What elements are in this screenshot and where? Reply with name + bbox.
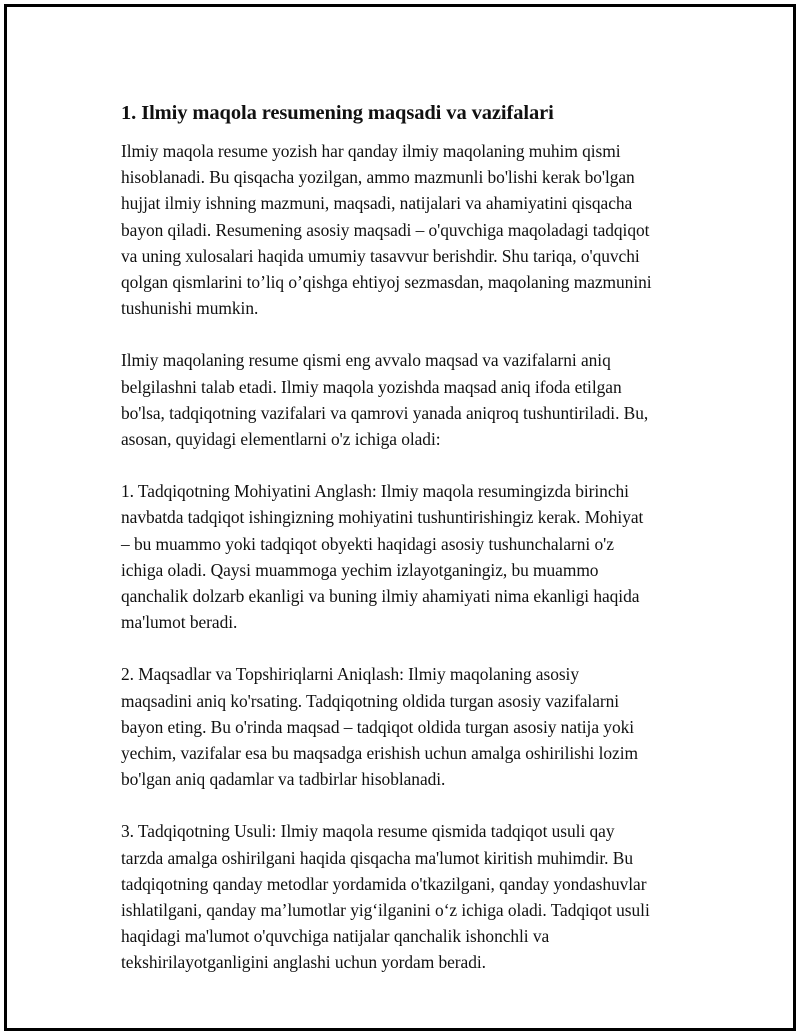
paragraph-item-3	[121, 818, 711, 975]
text-line: yechim, vazifalar esa bu maqsadga erishish uchun amalga oshirilishi lozim	[121, 743, 638, 764]
text-line: ishlatilgani, qanday ma’lumotlar yig‘ilganini o‘z ichiga oladi. Tadqiqot usuli	[121, 900, 650, 921]
text-line: bo'lgan aniq qadamlar va tadbirlar hisoblanadi.	[121, 769, 446, 790]
document-content	[121, 99, 711, 1002]
text-line: 3. Tadqiqotning Usuli: Ilmiy maqola resume qismida tadqiqot usuli qay	[121, 821, 615, 842]
text-line: hujjat ilmiy ishning mazmuni, maqsadi, natijalari va ahamiyatini qisqacha	[121, 193, 633, 214]
paragraph-item-2	[121, 661, 711, 792]
text-line: navbatda tadqiqot ishingizning mohiyatini tushuntirishingiz kerak. Mohiyat	[121, 507, 644, 528]
text-line: belgilashni talab etadi. Ilmiy maqola yozishda maqsad aniq ifoda etilgan	[121, 376, 622, 397]
text-line: tarzda amalga oshirilgani haqida qisqacha ma'lumot kiritish muhimdir. Bu	[121, 847, 633, 868]
text-line: hisoblanadi. Bu qisqacha yozilgan, ammo mazmunli bo'lishi kerak bo'lgan	[121, 167, 635, 188]
text-line: qanchalik dolzarb ekanligi va buning ilmiy ahamiyati nima ekanligi haqida	[121, 586, 640, 607]
text-line: va uning xulosalari haqida umumiy tasavvur berishdir. Shu tariqa, o'quvchi	[121, 245, 640, 266]
text-line: – bu muammo yoki tadqiqot obyekti haqidagi asosiy tushunchalarni o'z	[121, 533, 614, 554]
text-line: haqidagi ma'lumot o'quvchiga natijalar qanchalik ishonchli va	[121, 926, 550, 947]
text-line: bayon qiladi. Resumening asosiy maqsadi – o'quvchiga maqoladagi tadqiqot	[121, 219, 650, 240]
text-line: Ilmiy maqolaning resume qismi eng avvalo maqsad va vazifalarni aniq	[121, 350, 611, 371]
text-line: bo'lsa, tadqiqotning vazifalari va qamrovi yanada aniqroq tushuntiriladi. Bu,	[121, 402, 649, 423]
text-line: tadqiqotning qanday metodlar yordamida o'tkazilgani, qanday yondashuvlar	[121, 873, 647, 894]
text-line: tushunishi mumkin.	[121, 298, 259, 319]
text-line: ichiga oladi. Qaysi muammoga yechim izlayotganingiz, bu muammo	[121, 559, 599, 580]
text-line: ma'lumot beradi.	[121, 612, 238, 633]
text-line: asosan, quyidagi elementlarni o'z ichiga oladi:	[121, 429, 441, 450]
text-line: qolgan qismlarini to’liq o’qishga ehtiyoj sezmasdan, maqolaning mazmunini	[121, 272, 652, 293]
text-line: tekshirilayotganligini anglashi uchun yordam beradi.	[121, 952, 486, 973]
paragraph-goals	[121, 347, 711, 452]
document-title: 1. Ilmiy maqola resumening maqsadi va vazifalari	[121, 102, 554, 124]
text-line: 2. Maqsadlar va Topshiriqlarni Aniqlash: Ilmiy maqolaning asosiy	[121, 664, 579, 685]
document-page	[4, 4, 796, 1031]
text-line: 1. Tadqiqotning Mohiyatini Anglash: Ilmiy maqola resumingizda birinchi	[121, 481, 629, 502]
paragraph-item-1	[121, 478, 711, 635]
text-line: Ilmiy maqola resume yozish har qanday ilmiy maqolaning muhim qismi	[121, 141, 621, 161]
paragraph-intro	[121, 138, 711, 321]
text-line: bayon eting. Bu o'rinda maqsad – tadqiqot oldida turgan asosiy natija yoki	[121, 716, 635, 737]
text-line: maqsadini aniq ko'rsating. Tadqiqotning oldida turgan asosiy vazifalarni	[121, 690, 620, 711]
